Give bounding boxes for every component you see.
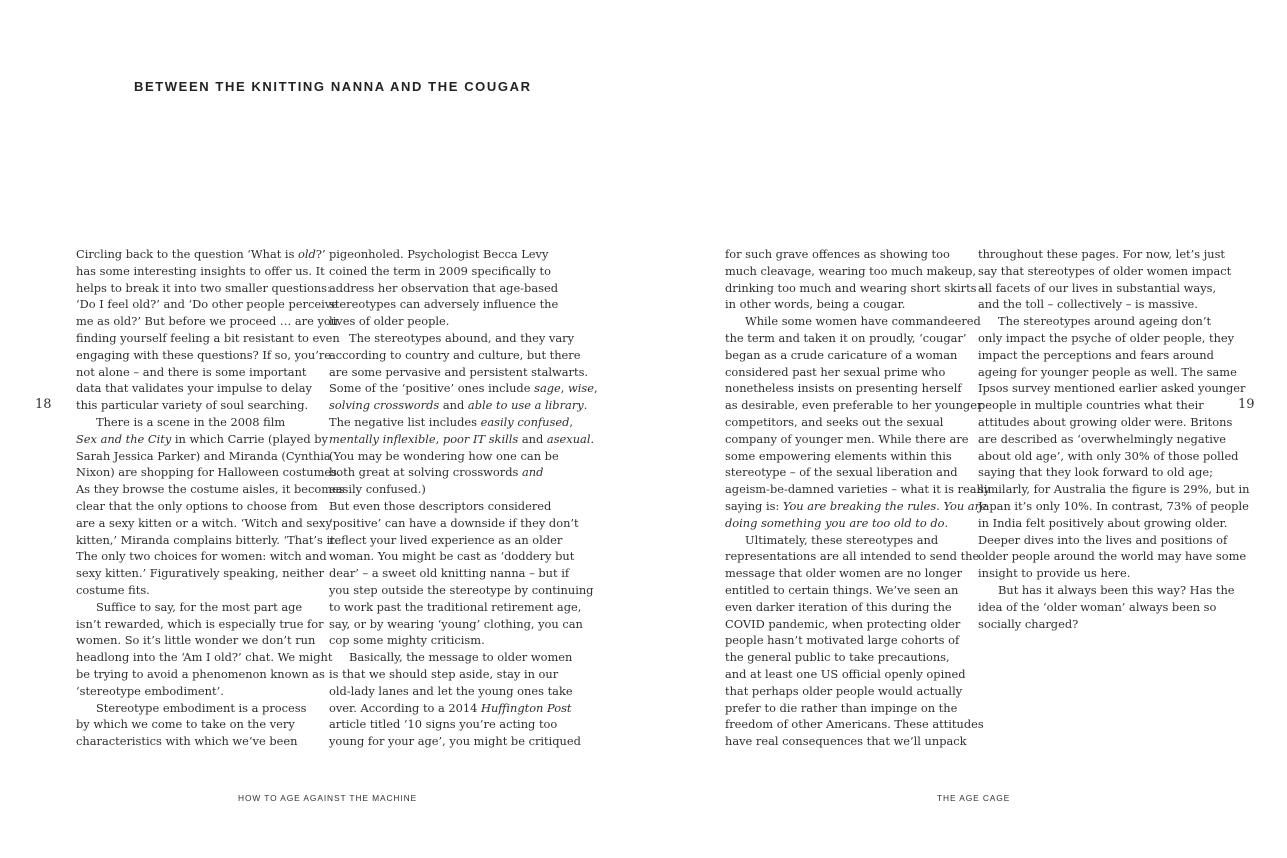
text-column-2 (329, 246, 598, 750)
text-column-1 (76, 246, 345, 750)
text-run: Circling back to the question ‘What is (76, 247, 299, 261)
text-line: ‘Do I feel old?’ and ‘Do other people perceive (76, 297, 338, 312)
text-line: message that older women are no longer (725, 566, 963, 581)
paragraph-first-line: Suffice to say, for the most part age (96, 599, 303, 614)
text-line: according to country and culture, but there (329, 347, 581, 362)
text-line: has some interesting insights to offer us. It (76, 263, 325, 278)
text-line: have real consequences that we’ll unpack (725, 734, 967, 749)
italic-run: You are breaking the rules. You are (782, 498, 987, 513)
text-line: and at least one US official openly opined (725, 666, 966, 681)
text-line: (You may be wondering how one can be (329, 448, 559, 463)
text-line (76, 431, 328, 448)
text-line: similarly, for Australia the figure is 29%, but in (978, 482, 1250, 497)
text-column-3 (725, 246, 991, 750)
text-run: both great at solving crosswords (329, 465, 522, 480)
text-line: are described as ‘overwhelmingly negative (978, 431, 1227, 446)
paragraph-first-line: Stereotype embodiment is a process (96, 700, 307, 715)
text-line: data that validates your impulse to delay (76, 381, 312, 396)
italic-run: able to use a library (467, 398, 584, 413)
text-line (329, 464, 565, 481)
text-line: clear that the only options to choose from (76, 498, 318, 513)
text-line: not alone – and there is some important (76, 364, 307, 379)
italic-run: old (298, 247, 316, 261)
text-line: some empowering elements within this (725, 448, 952, 463)
text-line: But even those descriptors considered (329, 498, 552, 513)
text-line: socially charged? (978, 616, 1079, 631)
paragraph-first-line: But has it always been this way? Has the (998, 582, 1235, 597)
text-run: saying is: (725, 498, 783, 513)
text-line: drinking too much and wearing short skirts – (725, 280, 986, 295)
text-line: ageism-be-damned varieties – what it is really (725, 482, 991, 497)
text-run: The negative list includes (329, 414, 481, 429)
text-line: entitled to certain things. We’ve seen an (725, 582, 959, 597)
footer-book-title: HOW TO AGE AGAINST THE MACHINE (238, 793, 418, 803)
text-line: Nixon) are shopping for Halloween costumes. (76, 465, 341, 480)
text-run: over. According to a 2014 (329, 700, 482, 715)
text-line: headlong into the ‘Am I old?’ chat. We might (76, 650, 333, 665)
text-line: people in multiple countries what their (978, 398, 1204, 413)
text-line: the term and taken it on proudly, ‘cougar’ (725, 330, 967, 345)
text-line: old-lady lanes and let the young ones take (329, 683, 573, 698)
text-line: isn’t rewarded, which is especially true for (76, 616, 324, 631)
text-line: lives of older people. (329, 314, 450, 329)
text-line: representations are all intended to send the (725, 549, 980, 564)
text-run: , (435, 431, 443, 446)
italic-run: Sex and the City (76, 431, 172, 446)
footer-chapter-title: THE AGE CAGE (937, 793, 1011, 803)
italic-run: asexual (546, 431, 591, 446)
text-line: easily confused.) (329, 482, 426, 497)
text-line: pigeonholed. Psychologist Becca Levy (329, 247, 549, 261)
paragraph-first-line: The stereotypes around ageing don’t (998, 314, 1212, 329)
text-line: cop some mighty criticism. (329, 633, 485, 648)
text-line: helps to break it into two smaller questions: (76, 280, 331, 295)
text-run: and (518, 431, 547, 446)
text-run: . (583, 398, 588, 413)
text-line: is that we should step aside, stay in our (329, 666, 559, 681)
text-line: considered past her sexual prime who (725, 364, 946, 379)
text-line: company of younger men. While there are (725, 431, 969, 446)
text-line: are some pervasive and persistent stalwarts. (329, 364, 589, 379)
text-line: engaging with these questions? If so, you’re (76, 347, 332, 362)
text-line: ‘positive’ can have a downside if they don’t (329, 515, 579, 530)
text-line: say that stereotypes of older women impact (978, 263, 1232, 278)
text-line (329, 414, 573, 431)
text-line: in other words, being a cougar. (725, 297, 906, 312)
text-line: as desirable, even preferable to her younger (725, 398, 983, 413)
text-run: , (569, 414, 573, 429)
text-line: As they browse the costume aisles, it becomes (76, 482, 345, 497)
text-line: insight to provide us here. (978, 566, 1131, 581)
text-line: address her observation that age-based (329, 280, 558, 295)
text-line: you step outside the stereotype by continuing (329, 582, 594, 597)
italic-run: wise (568, 381, 594, 396)
paragraph-first-line: Ultimately, these stereotypes and (745, 532, 939, 547)
text-line: impact the perceptions and fears around (978, 347, 1214, 362)
text-line: even darker iteration of this during the (725, 599, 952, 614)
text-line: saying that they look forward to old age; (978, 465, 1214, 480)
text-line (329, 700, 572, 717)
text-line: Japan it’s only 10%. In contrast, 73% of people (978, 498, 1249, 513)
text-line: be trying to avoid a phenomenon known as (76, 666, 325, 681)
text-line (329, 380, 598, 397)
text-line: for such grave offences as showing too (725, 247, 950, 261)
text-line (725, 498, 987, 515)
text-line: sexy kitten.’ Figuratively speaking, neither (76, 566, 325, 581)
text-line: article titled ‘10 signs you’re acting too (329, 717, 558, 732)
text-line (725, 515, 961, 532)
text-line: in India felt positively about growing older. (978, 515, 1228, 530)
text-line: competitors, and seeks out the sexual (725, 414, 944, 429)
text-run: in which Carrie (played by (171, 431, 328, 446)
text-line: dear’ – a sweet old knitting nanna – but if (329, 566, 570, 581)
italic-run: and (522, 465, 544, 480)
italic-run: mentally inflexible (329, 431, 436, 446)
text-line: nonetheless insists on presenting herself (725, 381, 962, 396)
paragraph-first-line: There is a scene in the 2008 film (96, 414, 286, 429)
text-line: COVID pandemic, when protecting older (725, 616, 961, 631)
text-run: . (590, 431, 595, 446)
text-line: costume fits. (76, 582, 150, 597)
text-line: about old age’, with only 30% of those polled (978, 448, 1239, 463)
paragraph-first-line: Basically, the message to older women (349, 650, 573, 665)
text-line: by which we come to take on the very (76, 717, 295, 732)
text-line (76, 246, 326, 263)
running-header-title: BETWEEN THE KNITTING NANNA AND THE COUGAR (134, 79, 532, 94)
text-line: woman. You might be cast as ‘doddery but (329, 549, 575, 564)
text-line: and the toll – collectively – is massive. (978, 297, 1198, 312)
text-run: , (594, 381, 598, 396)
text-line (329, 397, 588, 414)
text-line: Deeper dives into the lives and positions of (978, 532, 1228, 547)
text-line: say, or by wearing ‘young’ clothing, you can (329, 616, 583, 631)
page-number-left: 18 (35, 397, 52, 412)
text-line: kitten,’ Miranda complains bitterly. ‘That’s it. (76, 532, 339, 547)
text-line: idea of the ‘older woman’ always been so (978, 599, 1217, 614)
paragraph-first-line: The stereotypes abound, and they vary (349, 330, 575, 345)
text-line: are a sexy kitten or a witch. ‘Witch and sexy (76, 515, 332, 530)
text-line: coined the term in 2009 specifically to (329, 263, 551, 278)
text-line: prefer to die rather than impinge on the (725, 700, 958, 715)
text-line: throughout these pages. For now, let’s just (978, 247, 1226, 261)
text-line: Ipsos survey mentioned earlier asked younger (978, 381, 1246, 396)
text-line: stereotypes can adversely influence the (329, 297, 559, 312)
text-line: people hasn’t motivated large cohorts of (725, 633, 960, 648)
text-line: women. So it’s little wonder we don’t run (76, 633, 316, 648)
text-line: began as a crude caricature of a woman (725, 347, 958, 362)
text-line: me as old?’ But before we proceed … are you (76, 314, 339, 329)
text-line: stereotype – of the sexual liberation and (725, 465, 958, 480)
italic-run: Huffington Post (481, 700, 572, 715)
italic-run: solving crosswords (329, 398, 440, 413)
text-line: freedom of other Americans. These attitudes (725, 717, 984, 732)
text-line: to work past the traditional retirement age, (329, 599, 582, 614)
text-line: Sarah Jessica Parker) and Miranda (Cynthia (76, 448, 331, 463)
text-line: the general public to take precautions, (725, 650, 950, 665)
text-line: ageing for younger people as well. The same (978, 364, 1237, 379)
text-line: finding yourself feeling a bit resistant to even (76, 330, 340, 345)
italic-run: easily confused (480, 414, 570, 429)
page-number-right: 19 (1238, 397, 1255, 412)
text-run: , (560, 381, 569, 396)
text-line: The only two choices for women: witch and (76, 549, 327, 564)
text-line: young for your age’, you might be critiqued (329, 734, 581, 749)
text-line: only impact the psyche of older people, they (978, 330, 1235, 345)
paragraph-first-line: While some women have commandeered (745, 314, 981, 329)
text-line: characteristics with which we’ve been (76, 734, 298, 749)
text-line (329, 431, 595, 448)
text-run: ?’ (315, 247, 326, 261)
italic-run: sage (534, 381, 561, 396)
text-line: older people around the world may have some (978, 549, 1247, 564)
text-run: . (944, 515, 949, 530)
text-run: Some of the ‘positive’ ones include (329, 381, 535, 396)
italic-run: poor IT skills (442, 431, 519, 446)
text-line: much cleavage, wearing too much makeup, (725, 263, 977, 278)
text-line: attitudes about growing older were. Britons (978, 414, 1233, 429)
text-line: ‘stereotype embodiment’. (76, 683, 224, 698)
text-line: reflect your lived experience as an older (329, 532, 563, 547)
italic-run: doing something you are too old to do (725, 515, 945, 530)
text-line: this particular variety of soul searching. (76, 398, 309, 413)
text-line: that perhaps older people would actually (725, 683, 963, 698)
text-line: all facets of our lives in substantial ways, (978, 280, 1217, 295)
text-run: and (439, 398, 468, 413)
